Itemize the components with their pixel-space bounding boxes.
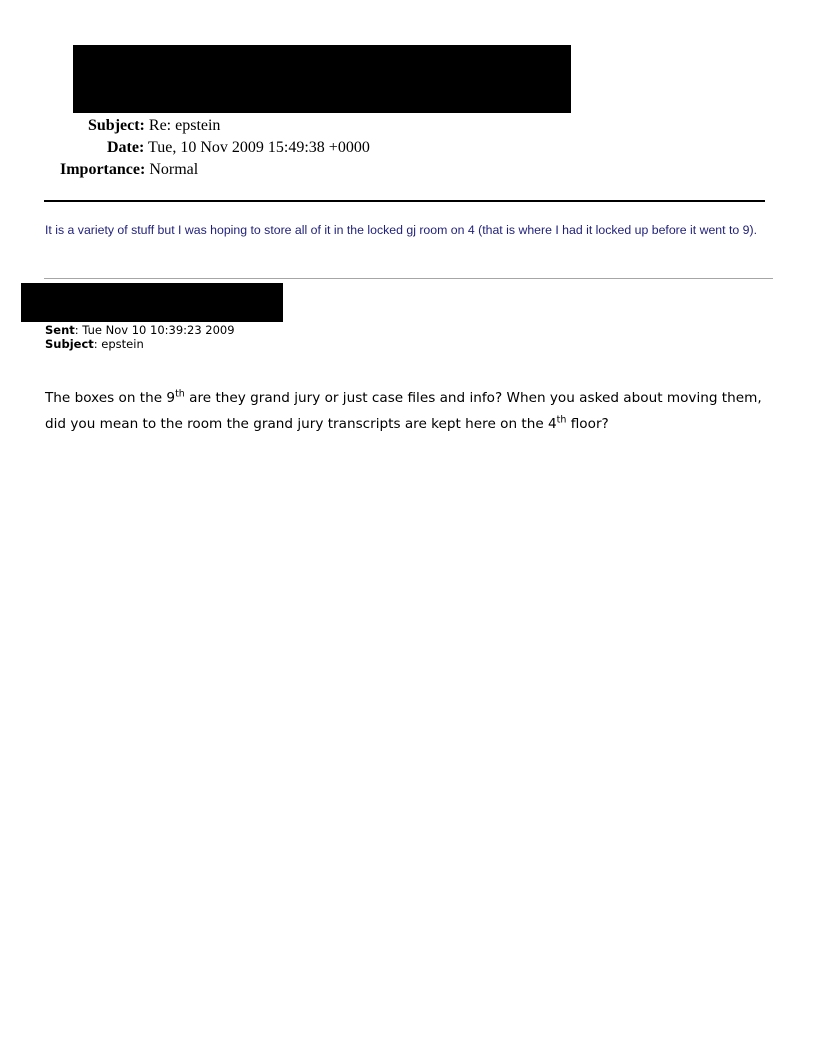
original-sent-row: [45, 323, 235, 337]
header-importance-value: Normal: [149, 161, 199, 178]
original-subject-label: Subject: [45, 337, 94, 351]
original-sent-label: Sent: [45, 323, 75, 337]
redaction-block-header: [73, 45, 571, 113]
header-date-row: [107, 139, 370, 157]
original-subject-row: [45, 337, 144, 351]
body-superscript: th: [556, 414, 567, 426]
original-sent-value: : Tue Nov 10 10:39:23 2009: [74, 323, 235, 337]
header-date-label: Date:: [107, 139, 145, 156]
quoted-message-divider: [44, 278, 773, 279]
original-subject-value: : epstein: [93, 337, 144, 351]
body-text-part: are they grand jury or just case files and info? When you asked about moving them, did you mean to the room the grand jury transcripts are kept here on the 4: [45, 390, 762, 432]
reply-message-text: It is a variety of stuff but I was hoping to store all of it in the locked gj room on 4 (that is where I had it locked up before it went to 9).: [45, 223, 758, 237]
header-subject-value: Re: epstein: [148, 117, 221, 134]
body-superscript: th: [175, 388, 185, 400]
body-text-part: floor?: [566, 416, 609, 432]
original-message-body: [45, 385, 775, 437]
header-importance-row: [60, 161, 198, 179]
header-subject-label: Subject:: [88, 117, 145, 134]
header-importance-label: Importance:: [60, 161, 146, 178]
body-text-part: The boxes on the 9: [45, 390, 176, 406]
redaction-block-from: [21, 283, 283, 322]
header-subject-row: [88, 117, 220, 135]
header-divider: [44, 200, 765, 202]
header-date-value: Tue, 10 Nov 2009 15:49:38 +0000: [148, 139, 370, 156]
